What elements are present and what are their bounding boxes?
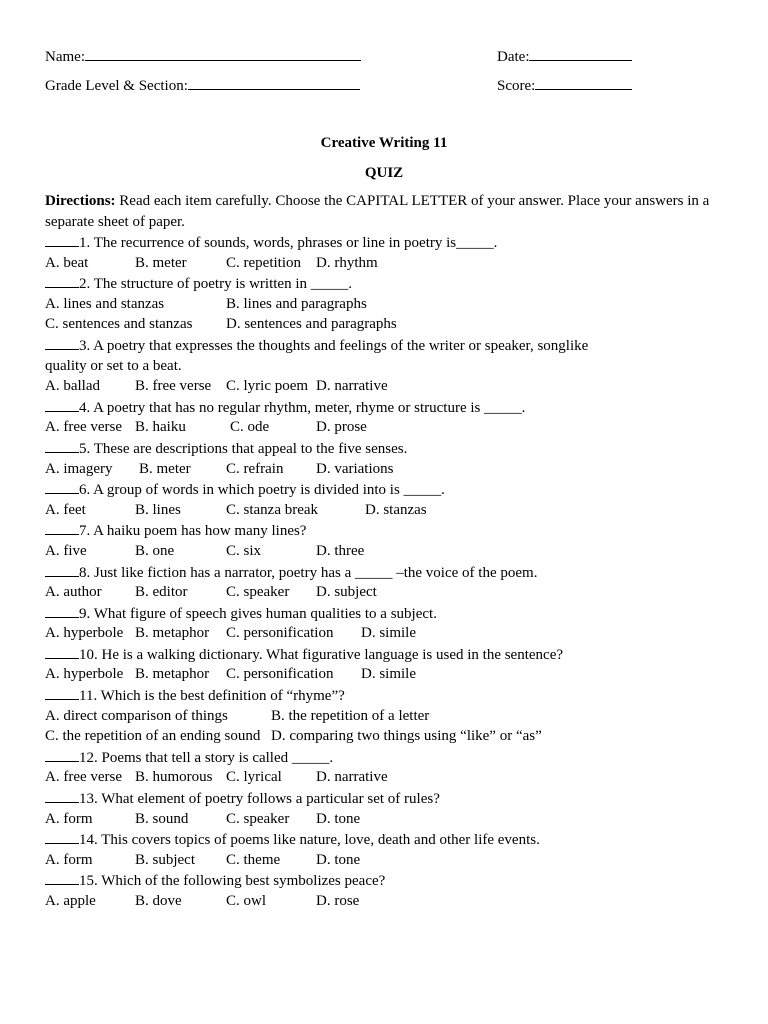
option-a[interactable]: A. free verse — [45, 419, 123, 436]
question-11 — [45, 685, 725, 706]
question-text: 8. Just like fiction has a narrator, poetry has a _____ –the voice of the poem. — [79, 564, 538, 581]
options-row — [45, 891, 725, 912]
option-c[interactable]: C. repetition — [226, 254, 301, 271]
options-row — [45, 582, 725, 603]
options-row — [45, 417, 725, 438]
question-text: 9. What figure of speech gives human qualities to a subject. — [79, 605, 437, 622]
option-b[interactable]: B. lines and paragraphs — [226, 295, 367, 312]
options-row — [45, 767, 725, 788]
option-b[interactable]: B. meter — [135, 254, 187, 271]
options-row — [45, 541, 725, 562]
question-12 — [45, 747, 725, 768]
question-text: 4. A poetry that has no regular rhythm, meter, rhyme or structure is _____. — [79, 399, 526, 416]
option-c[interactable]: C. owl — [226, 893, 267, 909]
name-blank[interactable] — [85, 46, 361, 61]
question-3 — [45, 335, 725, 356]
option-a[interactable]: A. imagery — [45, 460, 113, 477]
option-d[interactable]: D. tone — [316, 810, 361, 827]
question-text: 14. This covers topics of poems like nature, love, death and other life events. — [79, 832, 540, 849]
name-label: Name: — [45, 49, 85, 65]
option-b[interactable]: B. meter — [139, 460, 191, 477]
question-text: 1. The recurrence of sounds, words, phrases or line in poetry is_____. — [79, 235, 498, 251]
option-a[interactable]: A. ballad — [45, 378, 100, 395]
question-text: 13. What element of poetry follows a particular set of rules? — [79, 791, 440, 808]
option-a[interactable]: A. hyperbole — [45, 666, 124, 683]
option-b[interactable]: B. subject — [135, 851, 195, 868]
option-d[interactable]: D. subject — [316, 584, 377, 601]
answer-blank[interactable] — [45, 520, 79, 535]
option-b[interactable]: B. the repetition of a letter — [271, 707, 430, 724]
question-14 — [45, 829, 725, 850]
option-d[interactable]: D. tone — [316, 851, 361, 868]
date-blank[interactable] — [529, 46, 632, 61]
option-a[interactable]: A. direct comparison of things — [45, 707, 228, 724]
date-label: Date: — [497, 49, 530, 65]
answer-blank[interactable] — [45, 335, 79, 350]
score-blank[interactable] — [535, 75, 632, 90]
answer-blank[interactable] — [45, 644, 79, 659]
option-b[interactable]: B. metaphor — [135, 625, 210, 642]
question-5 — [45, 438, 725, 459]
option-a[interactable]: A. lines and stanzas — [45, 295, 165, 312]
option-d[interactable]: D. rhythm — [316, 254, 378, 271]
option-b[interactable]: B. one — [135, 542, 175, 559]
option-c[interactable]: C. personification — [226, 625, 334, 642]
options-row — [45, 376, 725, 397]
option-c[interactable]: C. refrain — [226, 460, 284, 477]
date-field[interactable] — [497, 46, 632, 68]
answer-blank[interactable] — [45, 479, 79, 494]
option-d[interactable]: D. simile — [361, 666, 416, 683]
question-text: 10. He is a walking dictionary. What figurative language is used in the sentence? — [79, 646, 564, 663]
option-a[interactable]: A. hyperbole — [45, 625, 124, 642]
option-d[interactable]: D. comparing two things using “like” or “as” — [271, 728, 542, 745]
option-d[interactable]: D. three — [316, 542, 365, 559]
option-b[interactable]: B. haiku — [135, 419, 186, 436]
page-subtitle: QUIZ — [364, 165, 404, 181]
question-text: 7. A haiku poem has how many lines? — [79, 523, 307, 540]
option-b[interactable]: B. dove — [135, 893, 182, 909]
options-row — [45, 726, 725, 747]
question-text: 15. Which of the following best symbolizes peace? — [79, 873, 386, 890]
option-d[interactable]: D. narrative — [316, 378, 388, 395]
option-a[interactable]: A. author — [45, 584, 102, 601]
option-c[interactable]: C. ode — [230, 419, 270, 436]
option-c[interactable]: C. the repetition of an ending sound — [45, 728, 261, 745]
page-title: Creative Writing 11 — [320, 135, 448, 151]
grade-field[interactable] — [45, 75, 360, 97]
option-c[interactable]: C. personification — [226, 666, 334, 683]
options-row — [45, 623, 725, 644]
option-a[interactable]: A. apple — [45, 893, 96, 909]
options-row — [45, 809, 725, 830]
option-a[interactable]: A. form — [45, 810, 93, 827]
option-c[interactable]: C. lyrical — [226, 769, 282, 786]
options-row — [45, 850, 725, 871]
question-15 — [45, 870, 725, 891]
question-text-continued: quality or set to a beat. — [45, 357, 182, 374]
name-field[interactable] — [45, 46, 361, 68]
option-b[interactable]: B. metaphor — [135, 666, 210, 683]
answer-blank[interactable] — [45, 870, 79, 885]
question-1 — [45, 232, 725, 253]
option-b[interactable]: B. sound — [135, 810, 189, 827]
question-text: 6. A group of words in which poetry is divided into is _____. — [79, 482, 445, 499]
option-d[interactable]: D. rose — [316, 893, 360, 909]
question-text: 11. Which is the best definition of “rhyme”? — [79, 688, 345, 705]
options-row — [45, 314, 725, 335]
answer-blank[interactable] — [45, 685, 79, 700]
option-c[interactable]: C. lyric poem — [226, 378, 309, 395]
question-text: 12. Poems that tell a story is called _____. — [79, 749, 334, 766]
option-c[interactable]: C. speaker — [226, 810, 290, 827]
option-a[interactable]: A. five — [45, 542, 87, 559]
answer-blank[interactable] — [45, 747, 79, 762]
option-a[interactable]: A. free verse — [45, 769, 123, 786]
question-2 — [45, 273, 725, 294]
option-b[interactable]: B. humorous — [135, 769, 213, 786]
question-4 — [45, 397, 725, 418]
option-d[interactable]: D. simile — [361, 625, 416, 642]
option-d[interactable]: D. sentences and paragraphs — [226, 316, 397, 333]
option-c[interactable]: C. stanza break — [226, 501, 319, 518]
directions-text: Read each item carefully. Choose the CAPITAL LETTER of your answer. Place your answers in a separate sheet of paper. — [45, 193, 710, 230]
grade-blank[interactable] — [188, 75, 360, 90]
options-row — [45, 294, 725, 315]
question-list — [45, 232, 725, 912]
answer-blank[interactable] — [45, 829, 79, 844]
answer-blank[interactable] — [45, 562, 79, 577]
option-d[interactable]: D. stanzas — [365, 501, 427, 518]
option-d[interactable]: D. prose — [316, 419, 367, 436]
option-c[interactable]: C. speaker — [226, 584, 290, 601]
answer-blank[interactable] — [45, 397, 79, 412]
answer-blank[interactable] — [45, 273, 79, 288]
answer-blank[interactable] — [45, 603, 79, 618]
option-b[interactable]: B. free verse — [135, 378, 212, 395]
options-row — [45, 459, 725, 480]
answer-blank[interactable] — [45, 232, 79, 247]
score-field[interactable] — [497, 75, 632, 97]
option-c[interactable]: C. sentences and stanzas — [45, 316, 193, 333]
question-7 — [45, 520, 725, 541]
question-text: 5. These are descriptions that appeal to the five senses. — [79, 440, 408, 457]
option-d[interactable]: D. narrative — [316, 769, 388, 786]
option-c[interactable]: C. six — [226, 542, 262, 559]
score-label: Score: — [497, 78, 536, 94]
options-row — [45, 500, 725, 521]
question-10 — [45, 644, 725, 665]
question-9 — [45, 603, 725, 624]
option-b[interactable]: B. lines — [135, 501, 181, 518]
options-row — [45, 253, 725, 274]
question-8 — [45, 562, 725, 583]
answer-blank[interactable] — [45, 438, 79, 453]
question-text: 3. A poetry that expresses the thoughts and feelings of the writer or speaker, songlike — [79, 337, 589, 354]
directions-label: Directions: — [45, 193, 116, 209]
option-d[interactable]: D. variations — [316, 460, 394, 477]
question-13 — [45, 788, 725, 809]
grade-label: Grade Level & Section: — [45, 78, 188, 94]
directions — [45, 191, 725, 232]
option-c[interactable]: C. theme — [226, 851, 281, 868]
options-row — [45, 664, 725, 685]
option-a[interactable]: A. feet — [45, 501, 86, 518]
option-a[interactable]: A. beat — [45, 254, 89, 271]
question-text: 2. The structure of poetry is written in _____. — [79, 276, 353, 293]
quiz-content — [45, 191, 725, 912]
question-6 — [45, 479, 725, 500]
option-a[interactable]: A. form — [45, 851, 93, 868]
options-row — [45, 706, 725, 727]
option-b[interactable]: B. editor — [135, 584, 188, 601]
answer-blank[interactable] — [45, 788, 79, 803]
